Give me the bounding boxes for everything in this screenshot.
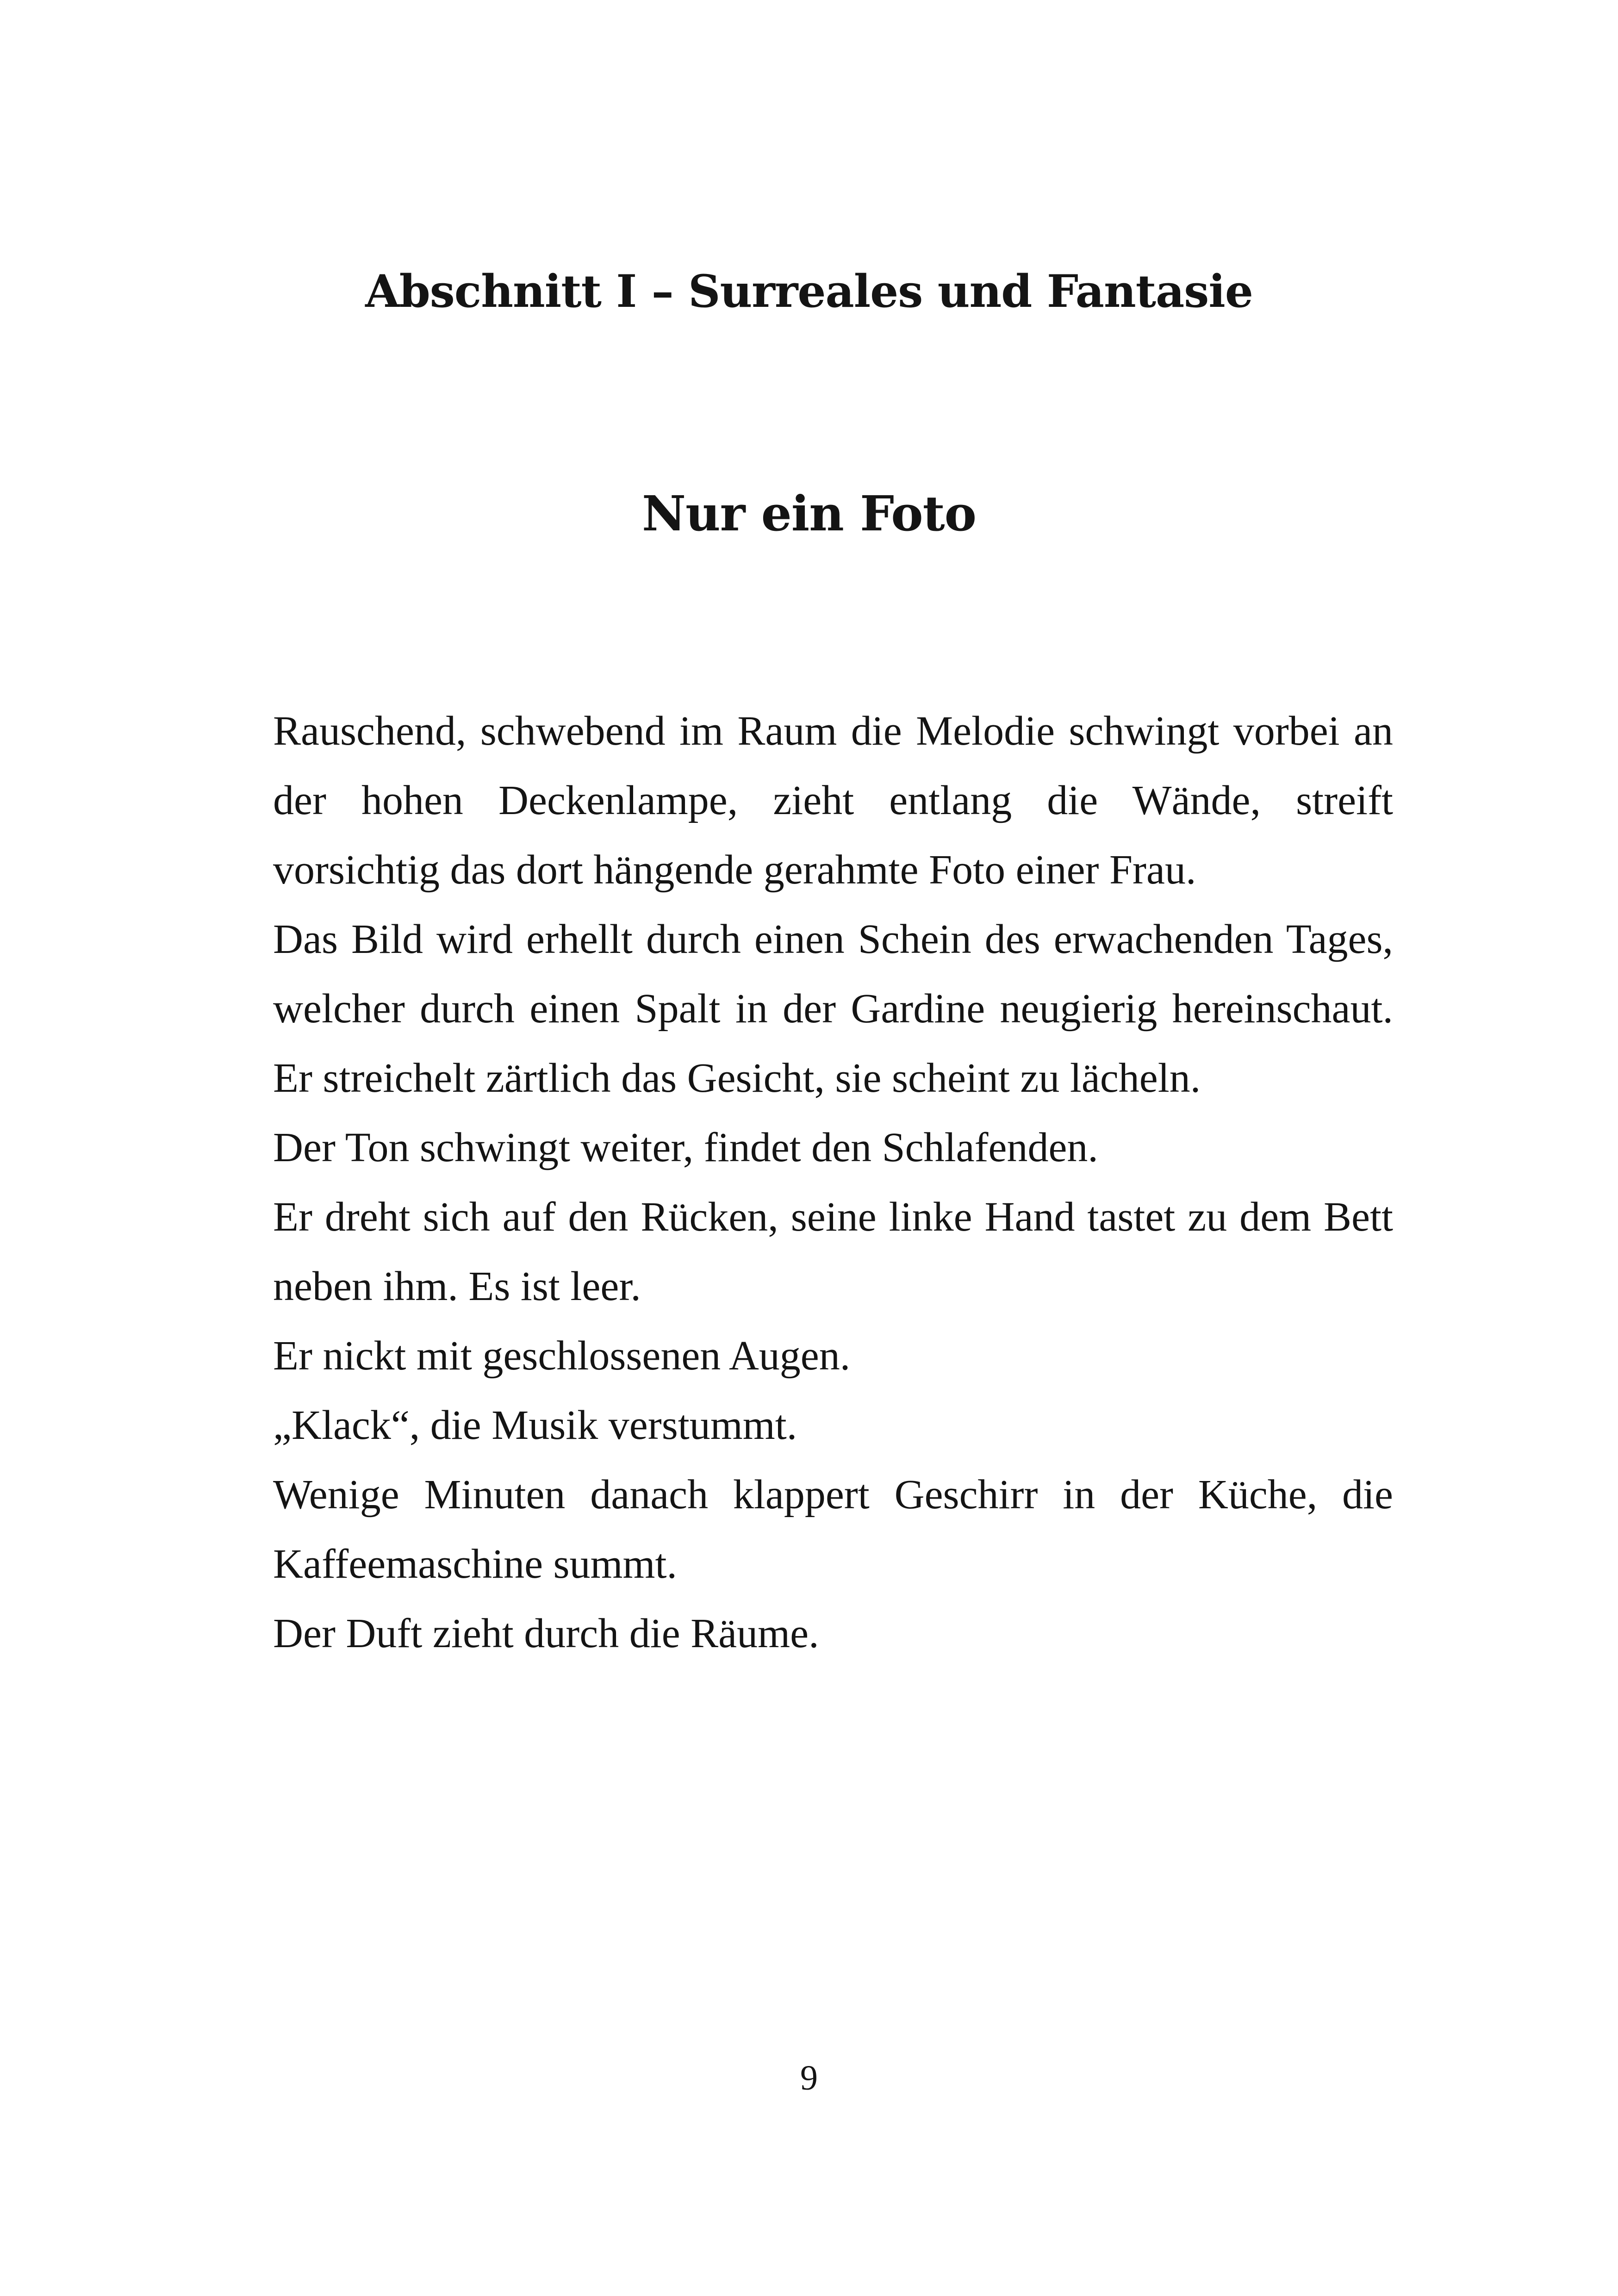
paragraph: Das Bild wird erhellt durch einen Schein des erwachenden Tages, welcher durch einen Spalt in der Gardine neugierig hereinschaut. Er streichelt zärtlich das Gesicht, sie scheint zu lächeln.	[273, 916, 1393, 1101]
paragraph: Der Ton schwingt weiter, findet den Schlafenden.	[273, 1125, 1098, 1170]
page-number: 9	[800, 2059, 818, 2097]
story-body	[273, 697, 1393, 1668]
paragraph: Er dreht sich auf den Rücken, seine linke Hand tastet zu dem Bett neben ihm. Es ist leer.	[273, 1194, 1393, 1309]
paragraph: Er nickt mit geschlossenen Augen.	[273, 1333, 851, 1379]
paragraph: Der Duft zieht durch die Räume.	[273, 1611, 819, 1656]
paragraph: Wenige Minuten danach klappert Geschirr in der Küche, die Kaffeemaschine summt.	[273, 1472, 1393, 1587]
paragraph: Rauschend, schwebend im Raum die Melodie schwingt vorbei an der hohen Deckenlampe, zieht entlang die Wände, streift vorsichtig das dort hängende gerahmte Foto einer Frau.	[273, 708, 1393, 893]
paragraph: „Klack“, die Musik verstummt.	[273, 1402, 797, 1448]
section-heading: Abschnitt I – Surreales und Fantasie	[365, 265, 1253, 317]
story-title: Nur ein Foto	[641, 485, 977, 542]
